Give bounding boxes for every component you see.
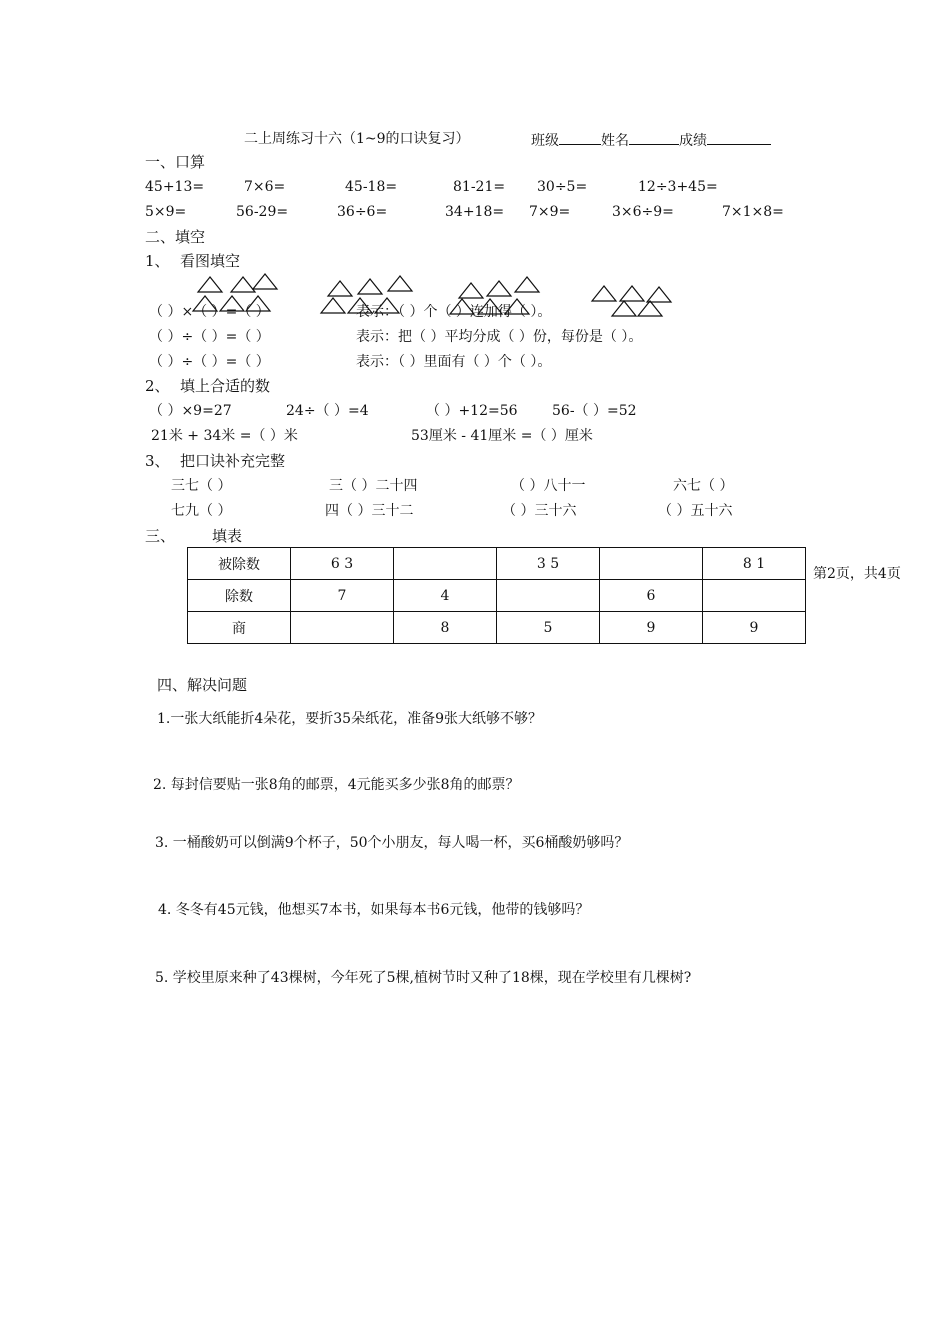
word-problem: 5. 学校里原来种了43棵树，今年死了5棵,植树节时又种了18棵，现在学校里有几棵树? [155,970,692,986]
word-problem: 1.一张大纸能折4朵花，要折35朵纸花，准备9张大纸够不够？ [157,711,542,727]
class-label: 班级 [531,133,559,149]
fill-item: 53厘米 - 41厘米 =（ ）厘米 [411,428,593,444]
calc-item: 3×6÷9= [612,204,674,220]
fill-item: （ ）×9=27 [149,403,232,419]
q1-line1-formula: （ ）×（ ）=（ ） [149,304,270,320]
q1-line1-meaning: 表示：（ ）个（ ）连加得（ ）。 [356,304,552,320]
calc-item: 12÷3+45= [638,179,718,195]
name-label: 姓名 [601,133,629,149]
triangle-icon [328,281,352,296]
division-table [187,547,806,644]
table-row [188,612,806,644]
row-header-quotient: 商 [188,612,291,644]
triangle-icon [231,277,255,292]
table-cell[interactable] [394,548,497,580]
triangle-icon [388,276,412,291]
table-cell[interactable]: 4 [394,580,497,612]
triangle-icon [321,298,345,313]
calc-item: 81-21= [453,179,506,195]
table-cell[interactable]: 8 1 [703,548,806,580]
table-cell[interactable]: 3 5 [497,548,600,580]
triangle-icon [620,286,644,301]
word-problem: 3. 一桶酸奶可以倒满9个杯子，50个小朋友，每人喝一杯，买6桶酸奶够吗？ [155,835,629,851]
calc-item: 36÷6= [337,204,388,220]
rhyme-item: 三（ ）二十四 [329,478,418,494]
row-header-dividend: 被除数 [188,548,291,580]
calc-item: 30÷5= [537,179,588,195]
fill-item: 56-（ ）=52 [552,403,637,419]
triangle-icon [647,287,671,302]
table-cell[interactable] [600,548,703,580]
table-cell[interactable]: 5 [497,612,600,644]
triangle-icon [612,301,636,316]
fill-item: 21米 + 34米 =（ ）米 [151,428,298,444]
q1-line3-formula: （ ）÷（ ）=（ ） [149,354,270,370]
triangle-icon [253,274,277,289]
table-cell[interactable]: 9 [600,612,703,644]
score-label: 成绩 [679,133,707,149]
triangle-icon [487,281,511,296]
triangle-icon [198,277,222,292]
fill-item: （ ）+12=56 [426,403,518,419]
q1-label: 1、 [145,252,170,270]
rhyme-item: （ ）八十一 [511,478,586,494]
calc-item: 45+13= [145,179,205,195]
table-row [188,580,806,612]
calc-item: 7×6= [244,179,286,195]
rhyme-item: 七九（ ） [171,503,232,519]
word-problem: 4. 冬冬有45元钱，他想买7本书，如果每本书6元钱，他带的钱够吗？ [158,902,590,918]
page-number: 第2页，共4页 [811,563,901,583]
table-cell[interactable]: 7 [291,580,394,612]
calc-item: 56-29= [236,204,289,220]
word-problem: 2. 每封信要贴一张8角的邮票，4元能买多少张8角的邮票？ [153,777,520,793]
row-header-divisor: 除数 [188,580,291,612]
table-cell[interactable]: 6 [600,580,703,612]
q3-title: 把口诀补充完整 [180,452,286,470]
section-4-heading: 四、解决问题 [157,676,248,694]
triangle-icon [592,286,616,301]
calc-item: 45-18= [345,179,398,195]
worksheet-title: 二上周练习十六（1~9的口诀复习） [244,131,470,147]
q2-label: 2、 [145,377,170,395]
table-cell[interactable]: 6 3 [291,548,394,580]
q1-line3-meaning: 表示：（ ）里面有（ ）个（ ）。 [356,354,552,370]
q1-line2-formula: （ ）÷（ ）=（ ） [149,329,270,345]
calc-item: 7×9= [529,204,571,220]
rhyme-item: （ ）三十六 [502,503,577,519]
triangle-icon [358,279,382,294]
q3-label: 3、 [145,452,170,470]
rhyme-item: （ ）五十六 [658,503,733,519]
triangle-icon [638,301,662,316]
section-3-heading: 三、 [145,527,176,545]
triangle-figure [0,0,950,340]
rhyme-item: 三七（ ） [171,478,232,494]
table-cell[interactable]: 9 [703,612,806,644]
q1-line2-meaning: 表示：把（ ）平均分成（ ）份，每份是（ ）。 [356,329,643,345]
table-row [188,548,806,580]
table-cell[interactable] [497,580,600,612]
section-1-heading: 一、口算 [145,153,206,171]
rhyme-item: 六七（ ） [673,478,734,494]
triangle-icon [459,283,483,298]
section-2-heading: 二、填空 [145,228,206,246]
q1-title: 看图填空 [180,252,241,270]
table-cell[interactable]: 8 [394,612,497,644]
calc-item: 5×9= [145,204,187,220]
triangle-icon [515,277,539,292]
calc-item: 7×1×8= [722,204,784,220]
table-cell[interactable] [703,580,806,612]
table-cell[interactable] [291,612,394,644]
fill-item: 24÷（ ）=4 [286,403,369,419]
calc-item: 34+18= [445,204,505,220]
rhyme-item: 四（ ）三十二 [325,503,414,519]
section-3-title: 填表 [212,527,243,545]
q2-title: 填上合适的数 [180,377,271,395]
